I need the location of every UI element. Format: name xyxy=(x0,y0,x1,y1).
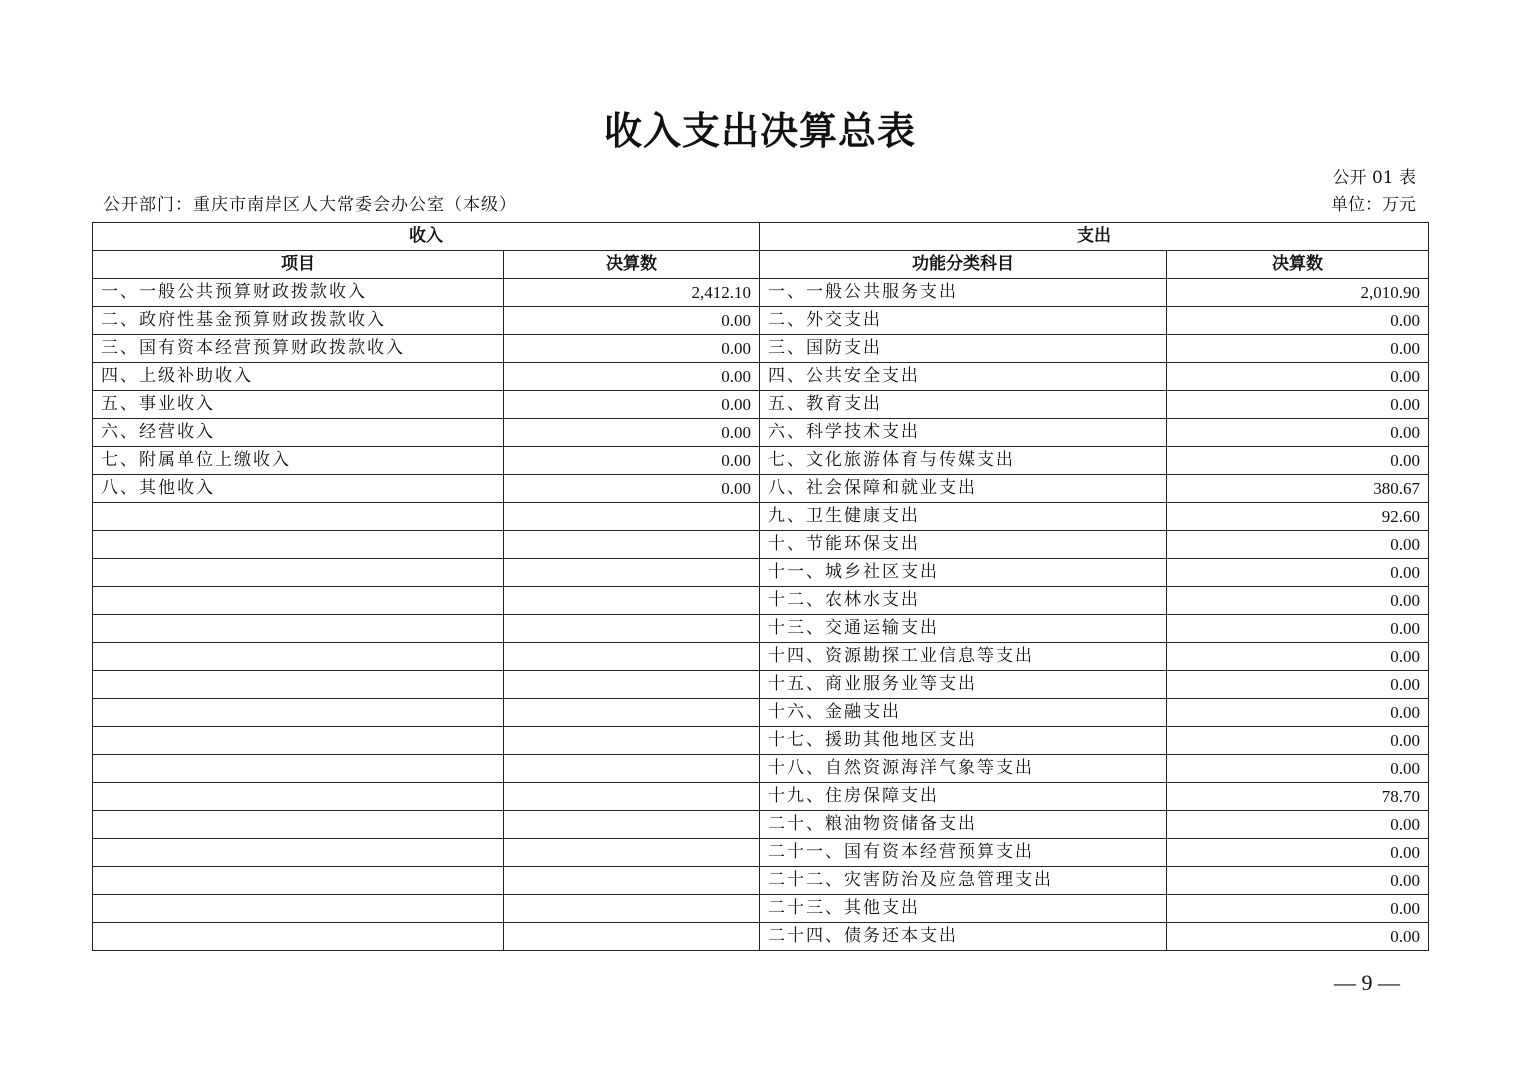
expenditure-amount-cell: 0.00 xyxy=(1167,531,1429,559)
income-item-cell xyxy=(93,699,504,727)
expenditure-item-cell: 二十三、其他支出 xyxy=(760,895,1167,923)
income-item-cell: 八、其他收入 xyxy=(93,475,504,503)
exp-amount-header: 决算数 xyxy=(1167,251,1429,279)
expenditure-amount-cell: 0.00 xyxy=(1167,335,1429,363)
income-amount-header: 决算数 xyxy=(504,251,760,279)
expenditure-item-cell: 二十一、国有资本经营预算支出 xyxy=(760,839,1167,867)
table-row xyxy=(93,587,1429,615)
expenditure-amount-cell: 0.00 xyxy=(1167,643,1429,671)
expenditure-amount-cell: 380.67 xyxy=(1167,475,1429,503)
income-amount-cell: 0.00 xyxy=(504,307,760,335)
expenditure-item-cell: 十五、商业服务业等支出 xyxy=(760,671,1167,699)
expenditure-amount-cell: 0.00 xyxy=(1167,699,1429,727)
income-item-cell xyxy=(93,727,504,755)
func-category-header: 功能分类科目 xyxy=(760,251,1167,279)
income-amount-cell xyxy=(504,811,760,839)
income-amount-cell: 0.00 xyxy=(504,363,760,391)
income-amount-cell: 2,412.10 xyxy=(504,279,760,307)
table-row xyxy=(93,447,1429,475)
expenditure-item-cell: 二十、粮油物资储备支出 xyxy=(760,811,1167,839)
table-row xyxy=(93,923,1429,951)
income-amount-cell xyxy=(504,923,760,951)
expenditure-item-cell: 十一、城乡社区支出 xyxy=(760,559,1167,587)
income-amount-cell xyxy=(504,699,760,727)
budget-table xyxy=(92,222,1429,951)
expenditure-amount-cell: 0.00 xyxy=(1167,419,1429,447)
header-row-columns xyxy=(93,251,1429,279)
table-row xyxy=(93,839,1429,867)
expenditure-amount-cell: 78.70 xyxy=(1167,783,1429,811)
table-row xyxy=(93,783,1429,811)
table-row xyxy=(93,307,1429,335)
income-amount-cell xyxy=(504,727,760,755)
table-row xyxy=(93,335,1429,363)
income-item-cell: 五、事业收入 xyxy=(93,391,504,419)
expenditure-item-cell: 一、一般公共服务支出 xyxy=(760,279,1167,307)
expenditure-amount-cell: 0.00 xyxy=(1167,307,1429,335)
table-row xyxy=(93,699,1429,727)
table-row xyxy=(93,559,1429,587)
table-row xyxy=(93,895,1429,923)
table-row xyxy=(93,755,1429,783)
income-amount-cell xyxy=(504,783,760,811)
expenditure-item-cell: 四、公共安全支出 xyxy=(760,363,1167,391)
expenditure-amount-cell: 0.00 xyxy=(1167,671,1429,699)
expenditure-amount-cell: 0.00 xyxy=(1167,895,1429,923)
income-item-cell: 六、经营收入 xyxy=(93,419,504,447)
expenditure-item-cell: 十九、住房保障支出 xyxy=(760,783,1167,811)
income-item-cell xyxy=(93,783,504,811)
income-amount-cell: 0.00 xyxy=(504,419,760,447)
income-item-cell xyxy=(93,839,504,867)
income-amount-cell: 0.00 xyxy=(504,475,760,503)
expenditure-amount-cell: 0.00 xyxy=(1167,363,1429,391)
income-amount-cell: 0.00 xyxy=(504,391,760,419)
department-label: 公开部门：重庆市南岸区人大常委会办公室（本级） xyxy=(103,195,517,215)
expenditure-item-cell: 十二、农林水支出 xyxy=(760,587,1167,615)
unit-label: 单位：万元 xyxy=(1331,195,1416,215)
expenditure-amount-cell: 0.00 xyxy=(1167,587,1429,615)
income-amount-cell xyxy=(504,643,760,671)
form-number: 公开 01 表 xyxy=(1332,168,1416,188)
income-item-cell xyxy=(93,587,504,615)
expenditure-item-cell: 十八、自然资源海洋气象等支出 xyxy=(760,755,1167,783)
expenditure-item-cell: 六、科学技术支出 xyxy=(760,419,1167,447)
income-item-cell: 二、政府性基金预算财政拨款收入 xyxy=(93,307,504,335)
expenditure-amount-cell: 0.00 xyxy=(1167,727,1429,755)
table-row xyxy=(93,419,1429,447)
table-row xyxy=(93,391,1429,419)
income-item-cell xyxy=(93,923,504,951)
expenditure-amount-cell: 0.00 xyxy=(1167,811,1429,839)
table-row xyxy=(93,531,1429,559)
income-item-cell xyxy=(93,895,504,923)
expenditure-item-cell: 十六、金融支出 xyxy=(760,699,1167,727)
income-item-cell: 四、上级补助收入 xyxy=(93,363,504,391)
table-row xyxy=(93,671,1429,699)
income-amount-cell xyxy=(504,503,760,531)
income-amount-cell: 0.00 xyxy=(504,447,760,475)
table-row xyxy=(93,279,1429,307)
expenditure-item-cell: 三、国防支出 xyxy=(760,335,1167,363)
expenditure-amount-cell: 92.60 xyxy=(1167,503,1429,531)
income-item-cell xyxy=(93,643,504,671)
income-item-cell xyxy=(93,671,504,699)
expenditure-item-cell: 十四、资源勘探工业信息等支出 xyxy=(760,643,1167,671)
income-item-cell xyxy=(93,531,504,559)
page-title: 收入支出决算总表 xyxy=(603,108,916,153)
table-row xyxy=(93,867,1429,895)
expenditure-item-cell: 五、教育支出 xyxy=(760,391,1167,419)
income-amount-cell xyxy=(504,895,760,923)
page-number: — 9 — xyxy=(1334,970,1400,995)
item-header: 项目 xyxy=(93,251,504,279)
expenditure-item-cell: 十七、援助其他地区支出 xyxy=(760,727,1167,755)
income-item-cell: 一、一般公共预算财政拨款收入 xyxy=(93,279,504,307)
expenditure-amount-cell: 0.00 xyxy=(1167,447,1429,475)
expenditure-amount-cell: 0.00 xyxy=(1167,839,1429,867)
expenditure-item-cell: 十、节能环保支出 xyxy=(760,531,1167,559)
expenditure-amount-cell: 0.00 xyxy=(1167,755,1429,783)
income-amount-cell xyxy=(504,559,760,587)
table-row xyxy=(93,363,1429,391)
expenditure-item-cell: 八、社会保障和就业支出 xyxy=(760,475,1167,503)
expenditure-amount-cell: 0.00 xyxy=(1167,391,1429,419)
expenditure-item-cell: 九、卫生健康支出 xyxy=(760,503,1167,531)
income-amount-cell xyxy=(504,839,760,867)
expenditure-item-cell: 二、外交支出 xyxy=(760,307,1167,335)
header-row-group xyxy=(93,223,1429,251)
table-row xyxy=(93,727,1429,755)
expenditure-amount-cell: 0.00 xyxy=(1167,615,1429,643)
table-row xyxy=(93,475,1429,503)
income-item-cell: 三、国有资本经营预算财政拨款收入 xyxy=(93,335,504,363)
expenditure-item-cell: 二十二、灾害防治及应急管理支出 xyxy=(760,867,1167,895)
table-row xyxy=(93,503,1429,531)
income-amount-cell xyxy=(504,531,760,559)
expenditure-amount-cell: 0.00 xyxy=(1167,867,1429,895)
income-item-cell xyxy=(93,503,504,531)
income-item-cell xyxy=(93,811,504,839)
expenditure-item-cell: 七、文化旅游体育与传媒支出 xyxy=(760,447,1167,475)
table-row xyxy=(93,811,1429,839)
income-amount-cell xyxy=(504,867,760,895)
income-item-cell: 七、附属单位上缴收入 xyxy=(93,447,504,475)
table-row xyxy=(93,615,1429,643)
expenditure-amount-cell: 0.00 xyxy=(1167,559,1429,587)
income-header: 收入 xyxy=(93,223,760,251)
expenditure-header: 支出 xyxy=(760,223,1429,251)
expenditure-amount-cell: 0.00 xyxy=(1167,923,1429,951)
income-item-cell xyxy=(93,755,504,783)
income-item-cell xyxy=(93,615,504,643)
expenditure-amount-cell: 2,010.90 xyxy=(1167,279,1429,307)
income-amount-cell: 0.00 xyxy=(504,335,760,363)
expenditure-item-cell: 十三、交通运输支出 xyxy=(760,615,1167,643)
income-amount-cell xyxy=(504,615,760,643)
income-item-cell xyxy=(93,867,504,895)
income-amount-cell xyxy=(504,671,760,699)
income-item-cell xyxy=(93,559,504,587)
income-amount-cell xyxy=(504,587,760,615)
income-amount-cell xyxy=(504,755,760,783)
expenditure-item-cell: 二十四、债务还本支出 xyxy=(760,923,1167,951)
table-row xyxy=(93,643,1429,671)
